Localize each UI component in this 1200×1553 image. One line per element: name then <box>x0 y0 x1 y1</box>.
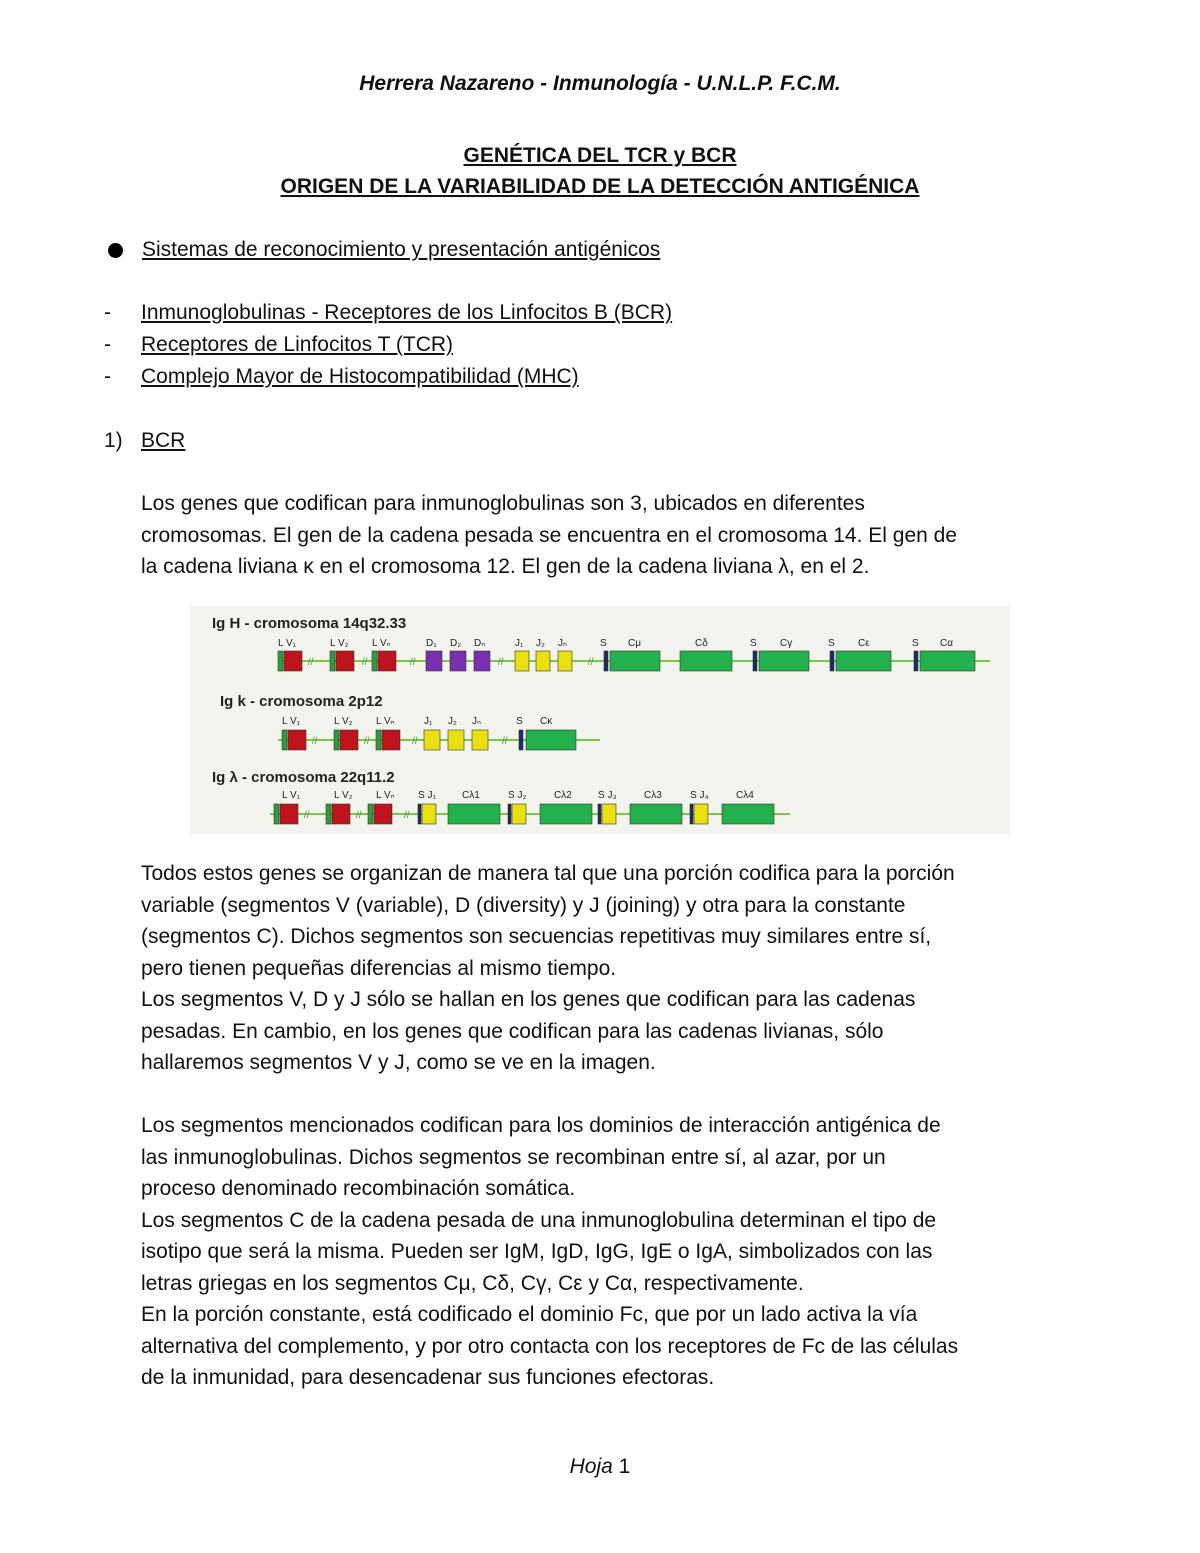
dash-marker: - <box>104 301 111 324</box>
j-segment <box>558 651 572 671</box>
gap-dots: // <box>410 657 416 668</box>
c-segment <box>610 651 660 671</box>
gap-dots: // <box>308 657 314 668</box>
s-segment <box>914 651 918 671</box>
bullet-heading-row <box>108 238 660 262</box>
s-segment <box>753 651 757 671</box>
section-number: 1) <box>104 429 123 452</box>
segment-label: Cα <box>940 638 954 649</box>
list-item-text: Inmunoglobulinas - Receptores de los Linfocitos B (BCR) <box>141 301 673 324</box>
gap-dots: // <box>404 810 410 821</box>
list-item-text: Complejo Mayor de Histocompatibilidad (MHC) <box>141 365 579 388</box>
page-footer <box>0 1455 1200 1479</box>
j-segment <box>515 651 529 671</box>
paragraph-line: Los segmentos V, D y J sólo se hallan en los genes que codifican para las cadenas <box>141 988 916 1011</box>
s-segment <box>519 730 523 750</box>
list-item <box>104 333 453 357</box>
segment-label: S <box>600 638 607 649</box>
section-heading <box>104 429 185 453</box>
paragraph-line: Los segmentos C de la cadena pesada de una inmunoglobulina determinan el tipo de <box>141 1208 937 1232</box>
segment-label: Cλ4 <box>736 790 754 801</box>
d-segment <box>426 651 442 671</box>
j-segment <box>694 804 708 824</box>
paragraph-line: proceso denominado recombinación somática. <box>141 1177 576 1200</box>
chromosome-title: Ig H - cromosoma 14q32.33 <box>212 615 407 632</box>
j-segment <box>424 730 440 750</box>
s-segment <box>830 651 834 671</box>
dash-marker: - <box>104 333 111 356</box>
gene-segments-figure <box>190 606 1010 834</box>
s-segment <box>598 804 601 824</box>
v-segment <box>280 804 298 824</box>
segment-label: Cλ1 <box>462 790 480 801</box>
segment-label: J₂ <box>536 638 545 649</box>
segment-label: S <box>750 638 757 649</box>
paragraph-2 <box>141 858 1081 1079</box>
bullet-icon <box>108 243 123 258</box>
paragraph-line: hallaremos segmentos V y J, como se ve en la imagen. <box>141 1051 656 1074</box>
j-segment <box>422 804 436 824</box>
segment-label: Jₙ <box>472 716 481 727</box>
j-segment <box>472 730 488 750</box>
segment-label: S <box>828 638 835 649</box>
c-segment <box>722 804 774 824</box>
d-segment <box>450 651 466 671</box>
c-segment <box>759 651 809 671</box>
segment-label: S J₂ <box>508 790 527 801</box>
segment-label: D₂ <box>450 638 462 649</box>
gap-dots: // <box>356 810 362 821</box>
leader-segment <box>274 804 279 824</box>
leader-segment <box>278 651 283 671</box>
footer-label: Hoja <box>569 1455 613 1478</box>
segment-label: Cδ <box>695 638 708 649</box>
paragraph-3 <box>141 1110 1081 1394</box>
leader-segment <box>372 651 377 671</box>
paragraph-line: las inmunoglobulinas. Dichos segmentos se recombinan entre sí, al azar, por un <box>141 1145 886 1169</box>
paragraph-line: isotipo que será la misma. Pueden ser IgM, IgD, IgG, IgE o IgA, simbolizados con las <box>141 1240 933 1263</box>
c-segment <box>526 730 576 750</box>
gap-dots: // <box>312 736 318 747</box>
gap-dots: // <box>362 657 368 668</box>
paragraph-line: pesadas. En cambio, en los genes que codifican para las cadenas livianas, sólo <box>141 1019 884 1043</box>
segment-label: S J₃ <box>598 790 617 801</box>
segment-label: J₁ <box>515 638 524 649</box>
segment-label: Cλ3 <box>644 790 662 801</box>
bullet-heading: Sistemas de reconocimiento y presentación antigénicos <box>142 238 661 261</box>
page-header: Herrera Nazareno - Inmunología - U.N.L.P. F.C.M. <box>359 72 841 95</box>
paragraph-line: variable (segmentos V (variable), D (diversity) y J (joining) y otra para la constante <box>141 893 906 917</box>
segment-label: S J₁ <box>418 790 436 801</box>
v-segment <box>284 651 302 671</box>
list-item <box>104 365 579 389</box>
s-segment <box>418 804 421 824</box>
c-segment <box>680 651 732 671</box>
v-segment <box>288 730 306 750</box>
segment-label: Cκ <box>540 716 553 727</box>
segment-label: D₁ <box>426 638 437 649</box>
gap-dots: // <box>502 736 508 747</box>
leader-segment <box>376 730 381 750</box>
j-segment <box>512 804 526 824</box>
c-segment <box>836 651 891 671</box>
segment-label: L V₂ <box>334 716 353 727</box>
c-segment <box>630 804 682 824</box>
v-segment <box>340 730 358 750</box>
paragraph-line: Los genes que codifican para inmunoglobulinas son 3, ubicados en diferentes <box>141 492 865 515</box>
gap-dots: // <box>588 657 594 668</box>
leader-segment <box>330 651 335 671</box>
leader-segment <box>368 804 373 824</box>
c-segment <box>448 804 500 824</box>
segment-label: L Vₙ <box>372 638 391 649</box>
segment-label: J₁ <box>424 716 433 727</box>
document-title: GENÉTICA DEL TCR y BCR <box>463 144 737 167</box>
paragraph-line: Los segmentos mencionados codifican para los dominios de interacción antigénica de <box>141 1114 941 1137</box>
j-segment <box>602 804 616 824</box>
d-segment <box>474 651 490 671</box>
s-segment <box>604 651 608 671</box>
segment-label: L V₂ <box>330 638 349 649</box>
segment-label: L V₁ <box>282 790 301 801</box>
j-segment <box>536 651 550 671</box>
paragraph-line: cromosomas. El gen de la cadena pesada se encuentra en el cromosoma 14. El gen de <box>141 523 957 547</box>
gap-dots: // <box>498 657 504 668</box>
s-segment <box>508 804 511 824</box>
paragraph-line: la cadena liviana κ en el cromosoma 12. El gen de la cadena liviana λ, en el 2. <box>141 555 870 578</box>
document-subtitle: ORIGEN DE LA VARIABILIDAD DE LA DETECCIÓN ANTIGÉNICA <box>280 175 920 198</box>
segment-label: L V₂ <box>334 790 353 801</box>
v-segment <box>378 651 396 671</box>
segment-label: J₂ <box>448 716 457 727</box>
v-segment <box>374 804 392 824</box>
v-segment <box>382 730 400 750</box>
segment-label: L V₁ <box>278 638 297 649</box>
chromosome-title: Ig k - cromosoma 2p12 <box>220 693 383 710</box>
leader-segment <box>334 730 339 750</box>
segment-label: L V₁ <box>282 716 301 727</box>
gap-dots: // <box>412 736 418 747</box>
v-segment <box>336 651 354 671</box>
paragraph-line: de la inmunidad, para desencadenar sus funciones efectoras. <box>141 1366 715 1389</box>
gap-dots: // <box>364 736 370 747</box>
paragraph-1 <box>141 488 1081 583</box>
leader-segment <box>282 730 287 750</box>
s-segment <box>690 804 693 824</box>
paragraph-line: (segmentos C). Dichos segmentos son secuencias repetitivas muy similares entre sí, <box>141 925 932 948</box>
segment-label: S J₄ <box>690 790 709 801</box>
gap-dots: // <box>304 810 310 821</box>
list-item-text: Receptores de Linfocitos T (TCR) <box>141 333 454 356</box>
c-segment <box>540 804 592 824</box>
segment-label: L Vₙ <box>376 790 395 801</box>
page-number: 1 <box>618 1455 631 1478</box>
leader-segment <box>326 804 331 824</box>
segment-label: S <box>912 638 919 649</box>
segment-label: Cλ2 <box>554 790 572 801</box>
c-segment <box>920 651 975 671</box>
segment-label: Dₙ <box>474 638 486 649</box>
segment-label: S <box>516 716 523 727</box>
v-segment <box>332 804 350 824</box>
section-title: BCR <box>141 429 186 452</box>
dash-marker: - <box>104 365 111 388</box>
j-segment <box>448 730 464 750</box>
paragraph-line: Todos estos genes se organizan de manera tal que una porción codifica para la porción <box>141 862 955 885</box>
segment-label: Cε <box>858 638 870 649</box>
paragraph-line: alternativa del complemento, y por otro contacta con los receptores de Fc de las células <box>141 1334 959 1358</box>
list-item <box>104 301 672 325</box>
segment-label: Cμ <box>628 638 641 649</box>
paragraph-line: letras griegas en los segmentos Cμ, Cδ, Cγ, Cε y Cα, respectivamente. <box>141 1271 804 1295</box>
paragraph-line: En la porción constante, está codificado el dominio Fc, que por un lado activa la vía <box>141 1303 918 1326</box>
segment-label: Cγ <box>780 638 793 649</box>
paragraph-line: pero tienen pequeñas diferencias al mismo tiempo. <box>141 956 617 980</box>
chromosome-title: Ig λ - cromosoma 22q11.2 <box>212 769 395 786</box>
segment-label: Jₙ <box>558 638 567 649</box>
segment-label: L Vₙ <box>376 716 395 727</box>
